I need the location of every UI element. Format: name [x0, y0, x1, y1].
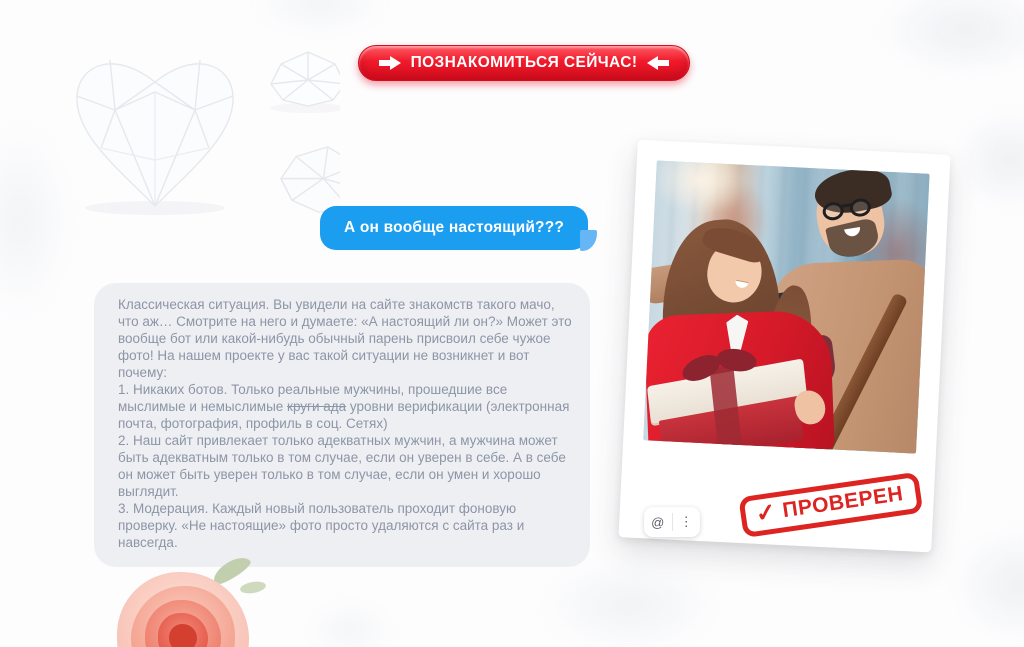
answer-intro: Классическая ситуация. Вы увидели на сайте знакомств такого мачо, что аж… Смотрите на него и думаете: «А настоящий ли он?» Может это вообще бот или какой-нибудь обычный парень присвоил себе чужое фото! На нашем проекте у вас такой ситуации не возникнет и вот почему: [118, 297, 572, 380]
couple-photo [643, 161, 929, 454]
item1-text: 1. Никаких ботов. Только реальные мужчины, прошедшие все мыслимые и немыслимые [118, 382, 508, 414]
verified-stamp-label: ПРОВЕРЕН [781, 482, 906, 523]
rose-decoration [112, 574, 272, 647]
kebab-menu-icon: ⋮ [679, 514, 693, 529]
chat-answer-bubble [94, 283, 590, 567]
diamonds-decoration [55, 40, 340, 220]
bubble-tail [580, 230, 597, 251]
verified-stamp [739, 472, 924, 538]
rose-leaf-shape [239, 580, 267, 595]
arrow-left-icon [647, 56, 669, 70]
background-texture [850, 0, 1024, 90]
arrow-right-icon [379, 56, 401, 70]
background-texture [930, 510, 1024, 647]
image-tools-overlay [644, 507, 700, 537]
background-texture [290, 590, 410, 647]
background-texture [230, 0, 410, 45]
item1-text-after: уровни верификации (электронная почта, фотография, профиль в соц. Сетях) [118, 399, 570, 431]
profile-photo-polaroid [618, 140, 950, 553]
gift-box [644, 346, 811, 453]
chat-question-bubble [320, 206, 588, 250]
chat-question-text: А он вообще настоящий??? [343, 219, 565, 236]
answer-item-2: 2. Наш сайт привлекает только адекватных мужчин, а мужчина может быть адекватным только в том случае, если он уверен в себе. А в себе он может быть уверен только в том случае, если он умен и хорошо выглядит. [118, 433, 566, 499]
answer-item-3: 3. Модерация. Каждый новый пользователь проходит фоновую проверку. «Не настоящие» фото просто удаляются с сайта раз и навсегда. [118, 501, 525, 550]
camera-icon-button[interactable] [644, 507, 672, 537]
cta-label: ПОЗНАКОМИТЬСЯ СЕЙЧАС! [410, 54, 638, 71]
camera-icon: @ [651, 514, 665, 530]
checkmark-icon: ✓ [754, 498, 779, 529]
rose-petal-shape [169, 624, 197, 647]
answer-item-1 [118, 381, 576, 432]
signup-cta-button[interactable] [358, 45, 690, 81]
item1-strikethrough: круги ада [287, 399, 347, 414]
more-options-button[interactable] [673, 507, 701, 537]
